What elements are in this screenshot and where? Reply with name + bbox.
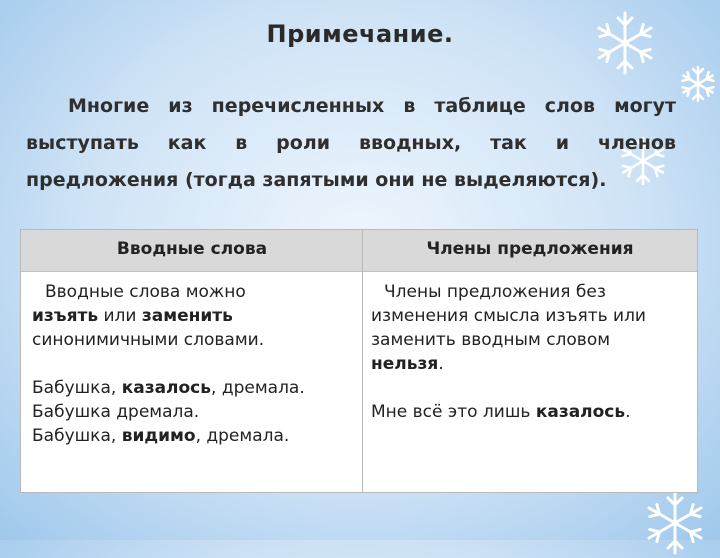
example-post: .	[625, 402, 631, 422]
rule-line-1: Вводные слова можно	[45, 282, 246, 302]
header-sentence-members: Члены предложения	[426, 239, 634, 259]
bold-word-remove: изъять	[32, 306, 99, 326]
example-3-bold: видимо	[121, 426, 196, 446]
header-introductory-words: Вводные слова	[116, 239, 268, 259]
rule-line-2: изменения смысла изъять или	[371, 306, 646, 326]
example-3-pre: Бабушка,	[32, 426, 122, 446]
column-divider	[362, 230, 363, 492]
snowflake-icon	[678, 64, 718, 104]
bold-word-replace: заменить	[141, 306, 233, 326]
rule-line-2	[32, 304, 358, 328]
cell-introductory-words	[32, 280, 358, 448]
example-3	[32, 424, 358, 448]
rule-line-4	[371, 352, 693, 376]
example-bold: казалось	[535, 402, 626, 422]
rule-period: .	[438, 354, 444, 374]
rule-line-3: заменить вводным словом	[371, 330, 611, 350]
cell-sentence-members	[371, 280, 693, 424]
intro-paragraph: Многие из перечисленных в таблице слов могут выступать как в роли вводных, так и членов предложения (тогда запятыми они не выделяются).	[26, 95, 676, 191]
example-1	[371, 400, 693, 424]
snowflake-icon	[640, 488, 710, 558]
bold-word-impossible: нельзя	[371, 354, 439, 374]
rule-line-1: Члены предложения без	[384, 282, 606, 302]
example-1-pre: Бабушка,	[32, 378, 122, 398]
example-1-bold: казалось	[121, 378, 212, 398]
comparison-table	[20, 229, 698, 493]
example-1	[32, 376, 358, 400]
example-2: Бабушка дремала.	[32, 402, 200, 422]
table-header	[21, 230, 697, 272]
example-pre: Мне всё это лишь	[371, 402, 536, 422]
example-3-post: , дремала.	[195, 426, 290, 446]
rule-line-3: синонимичными словами.	[32, 330, 265, 350]
example-1-post: , дремала.	[211, 378, 305, 398]
rule-connector: или	[98, 306, 142, 326]
page-title: Примечание.	[266, 20, 454, 48]
